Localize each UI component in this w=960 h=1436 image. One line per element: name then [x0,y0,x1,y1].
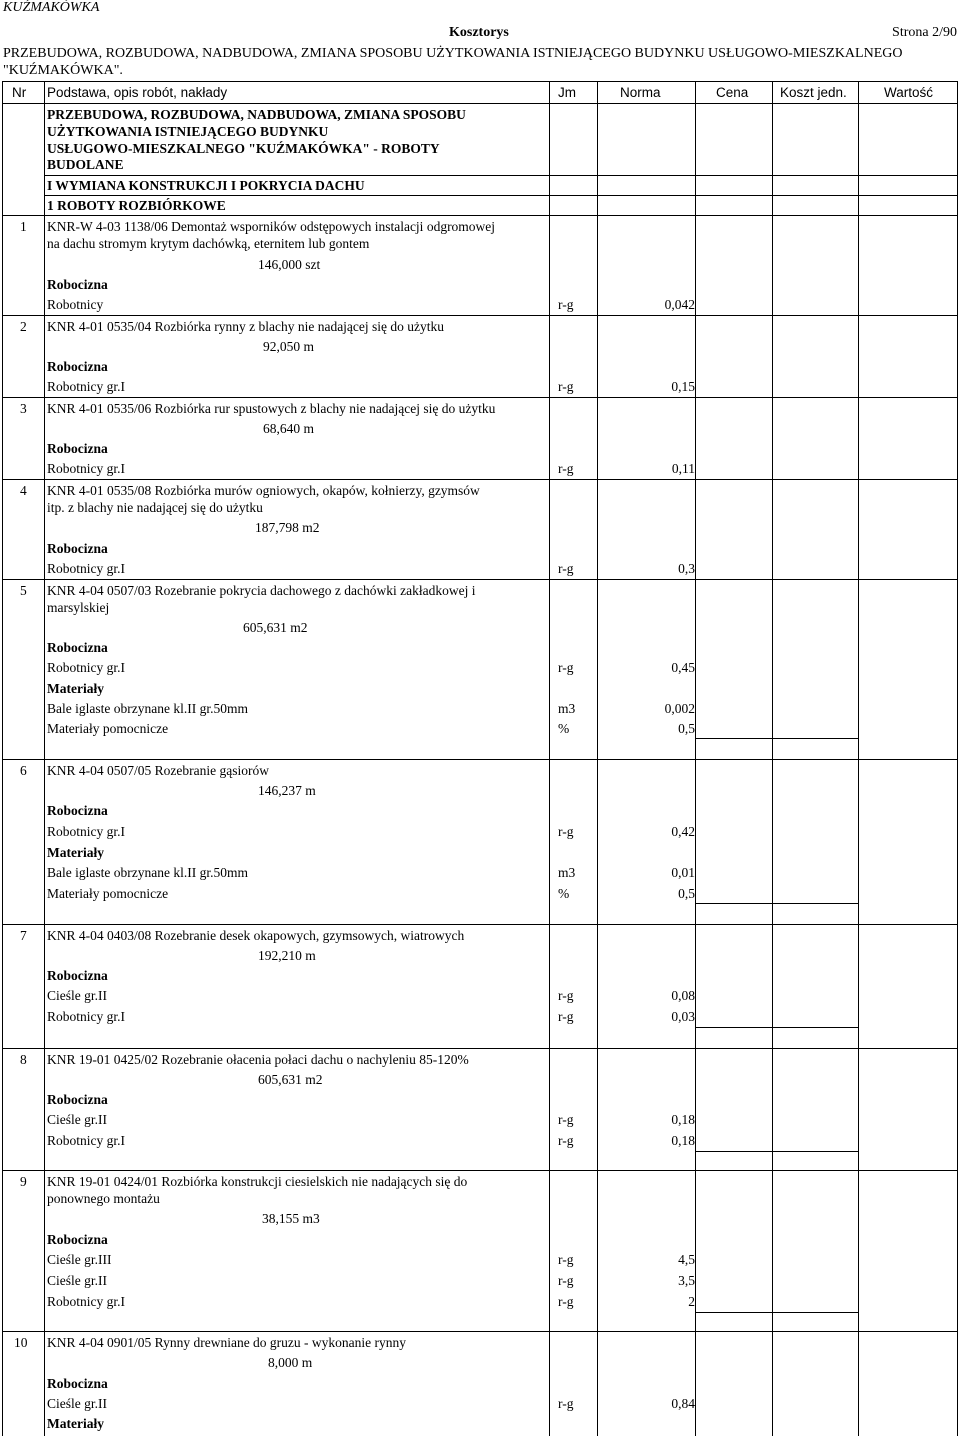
labor-name: Cieśle gr.II [47,988,107,1003]
column-header-jm: Jm [558,85,576,100]
item-number: 4 [20,483,27,498]
item-number: 5 [20,583,27,598]
labor-jm: r-g [558,561,574,576]
labor-name: Cieśle gr.II [47,1396,107,1411]
item-quantity: 8,000 m [268,1355,313,1370]
subsection-title: I WYMIANA KONSTRUKCJI I POKRYCIA DACHU [47,178,365,193]
column-header-koszt: Koszt jedn. [780,85,847,100]
labor-norma: 0,84 [671,1396,695,1411]
item-quantity: 146,000 szt [258,257,321,272]
item-quantity: 605,631 m2 [243,620,308,635]
column-divider-desc [549,81,550,1436]
column-divider-norma [695,81,696,1436]
item-description-cont: marsylskiej [47,600,110,615]
labor-heading: Robocizna [47,541,108,556]
material-norma: 0,002 [664,701,695,716]
labor-jm: r-g [558,1133,574,1148]
material-norma: 0,5 [678,721,695,736]
section-title-line4: BUDOLANE [47,157,124,172]
subsection-divider [44,195,958,196]
labor-name: Robotnicy gr.I [47,1133,125,1148]
item-number: 10 [14,1335,28,1350]
project-title-line1: PRZEBUDOWA, ROZBUDOWA, NADBUDOWA, ZMIANA SPOSOBU UŻYTKOWANIA ISTNIEJĄCEGO BUDYNKU USŁUGOWO-MIESZKALNEGO [3,46,903,61]
subsubsection-divider [2,215,958,216]
column-header-nr: Nr [12,85,27,100]
subtotal-line [695,1027,858,1028]
column-header-norma: Norma [620,85,661,100]
item-description: KNR 4-01 0535/08 Rozbiórka murów ogniowych, okapów, kołnierzy, gzymsów [47,483,480,498]
subtotal-line [695,1312,858,1313]
subtotal-line [695,903,858,904]
item-number: 6 [20,763,27,778]
materials-heading: Materiały [47,681,104,696]
row-divider [2,1048,958,1049]
item-description: KNR-W 4-03 1138/06 Demontaż wsporników odstępowych instalacji odgromowej [47,219,496,234]
materials-heading: Materiały [47,1416,104,1431]
row-divider [2,479,958,480]
labor-heading: Robocizna [47,1092,108,1107]
column-divider-cena [772,81,773,1436]
labor-norma: 0,45 [671,660,695,675]
labor-norma: 4,5 [678,1252,695,1267]
item-description: KNR 4-04 0403/08 Rozebranie desek okapowych, gzymsowych, wiatrowych [47,928,465,943]
labor-norma: 0,18 [671,1112,695,1127]
labor-jm: r-g [558,988,574,1003]
labor-jm: r-g [558,1396,574,1411]
item-description: KNR 19-01 0424/01 Rozbiórka konstrukcji ciesielskich nie nadających się do [47,1174,468,1189]
labor-norma: 2 [688,1294,695,1309]
labor-name: Robotnicy [47,297,104,312]
item-quantity: 92,050 m [263,339,315,354]
subtotal-line [695,1151,858,1152]
subsubsection-title: 1 ROBOTY ROZBIÓRKOWE [47,198,226,213]
item-number: 1 [20,219,27,234]
table-border-right [957,81,958,1436]
item-quantity: 146,237 m [258,783,316,798]
material-name: Materiały pomocnicze [47,721,169,736]
item-description: KNR 4-04 0507/05 Rozebranie gąsiorów [47,763,269,778]
column-header-wartosc: Wartość [884,85,934,100]
labor-jm: r-g [558,1252,574,1267]
labor-norma: 0,3 [678,561,695,576]
material-norma: 0,01 [671,865,695,880]
labor-heading: Robocizna [47,1376,108,1391]
table-border-left [2,81,3,1436]
labor-jm: r-g [558,824,574,839]
labor-jm: r-g [558,297,574,312]
document-title: Kosztorys [449,25,509,40]
item-quantity: 187,798 m2 [255,520,320,535]
labor-jm: r-g [558,1009,574,1024]
labor-jm: r-g [558,1112,574,1127]
labor-heading: Robocizna [47,1232,108,1247]
material-name: Bale iglaste obrzynane kl.II gr.50mm [47,865,248,880]
labor-heading: Robocizna [47,359,108,374]
labor-heading: Robocizna [47,441,108,456]
material-name: Bale iglaste obrzynane kl.II gr.50mm [47,701,248,716]
item-quantity: 38,155 m3 [262,1211,320,1226]
section-title-line3: USŁUGOWO-MIESZKALNEGO "KUŹMAKÓWKA" - ROBOTY [47,141,440,156]
labor-jm: r-g [558,379,574,394]
row-divider [2,315,958,316]
labor-heading: Robocizna [47,968,108,983]
labor-norma: 0,11 [671,461,695,476]
row-divider [2,397,958,398]
item-description: KNR 4-01 0535/06 Rozbiórka rur spustowych z blachy nie nadającej się do użytku [47,401,496,416]
header-top-border [2,81,958,82]
header-bottom-border [2,103,958,104]
material-jm: m3 [558,865,576,880]
labor-name: Cieśle gr.III [47,1252,112,1267]
column-divider-jm [597,81,598,1436]
labor-jm: r-g [558,461,574,476]
material-norma: 0,5 [678,886,695,901]
labor-norma: 0,18 [671,1133,695,1148]
row-divider [2,1170,958,1171]
row-divider [2,579,958,580]
labor-name: Robotnicy gr.I [47,660,125,675]
item-number: 7 [20,928,27,943]
materials-heading: Materiały [47,845,104,860]
labor-norma: 0,042 [664,297,695,312]
row-divider [2,759,958,760]
item-description-cont: na dachu stromym krytym dachówką, eternitem lub gontem [47,236,370,251]
item-number: 8 [20,1052,27,1067]
labor-norma: 3,5 [678,1273,695,1288]
labor-heading: Robocizna [47,277,108,292]
section-title-line1: PRZEBUDOWA, ROZBUDOWA, NADBUDOWA, ZMIANA SPOSOBU [47,107,466,122]
labor-jm: r-g [558,1273,574,1288]
item-description: KNR 19-01 0425/02 Rozebranie ołacenia połaci dachu o nachyleniu 85-120% [47,1052,469,1067]
labor-jm: r-g [558,1294,574,1309]
item-number: 9 [20,1174,27,1189]
labor-jm: r-g [558,660,574,675]
column-divider-nr [44,81,45,1436]
labor-norma: 0,15 [671,379,695,394]
item-description: KNR 4-04 0507/03 Rozebranie pokrycia dachowego z dachówki zakładkowej i [47,583,476,598]
labor-name: Cieśle gr.II [47,1112,107,1127]
item-quantity: 605,631 m2 [258,1072,323,1087]
item-description: KNR 4-01 0535/04 Rozbiórka rynny z blachy nie nadającej się do użytku [47,319,445,334]
column-header-description: Podstawa, opis robót, nakłady [47,85,228,100]
section-divider [44,175,958,176]
item-number: 2 [20,319,27,334]
material-jm: % [558,721,570,736]
page-number: Strona 2/90 [892,25,957,40]
item-quantity: 68,640 m [263,421,315,436]
item-description-cont: ponownego montażu [47,1191,160,1206]
column-header-cena: Cena [716,85,749,100]
labor-norma: 0,03 [671,1009,695,1024]
material-jm: % [558,886,570,901]
labor-name: Robotnicy gr.I [47,379,125,394]
item-quantity: 192,210 m [258,948,316,963]
row-divider [2,1331,958,1332]
labor-name: Robotnicy gr.I [47,824,125,839]
material-jm: m3 [558,701,576,716]
labor-name: Robotnicy gr.I [47,1294,125,1309]
item-number: 3 [20,401,27,416]
row-divider [2,924,958,925]
labor-norma: 0,42 [671,824,695,839]
project-title-line2: "KUŹMAKÓWKA". [3,63,123,78]
labor-heading: Robocizna [47,640,108,655]
labor-name: Robotnicy gr.I [47,561,125,576]
column-divider-koszt [858,81,859,1436]
item-description: KNR 4-04 0901/05 Rynny drewniane do gruzu - wykonanie rynny [47,1335,407,1350]
labor-name: Robotnicy gr.I [47,461,125,476]
subtotal-line [695,738,858,739]
labor-norma: 0,08 [671,988,695,1003]
section-title-line2: UŻYTKOWANIA ISTNIEJĄCEGO BUDYNKU [47,124,329,139]
labor-name: Robotnicy gr.I [47,1009,125,1024]
labor-name: Cieśle gr.II [47,1273,107,1288]
company-name: KUŹMAKÓWKA [3,0,100,15]
material-name: Materiały pomocnicze [47,886,169,901]
labor-heading: Robocizna [47,803,108,818]
item-description-cont: itp. z blachy nie nadającej się do użytku [47,500,263,515]
